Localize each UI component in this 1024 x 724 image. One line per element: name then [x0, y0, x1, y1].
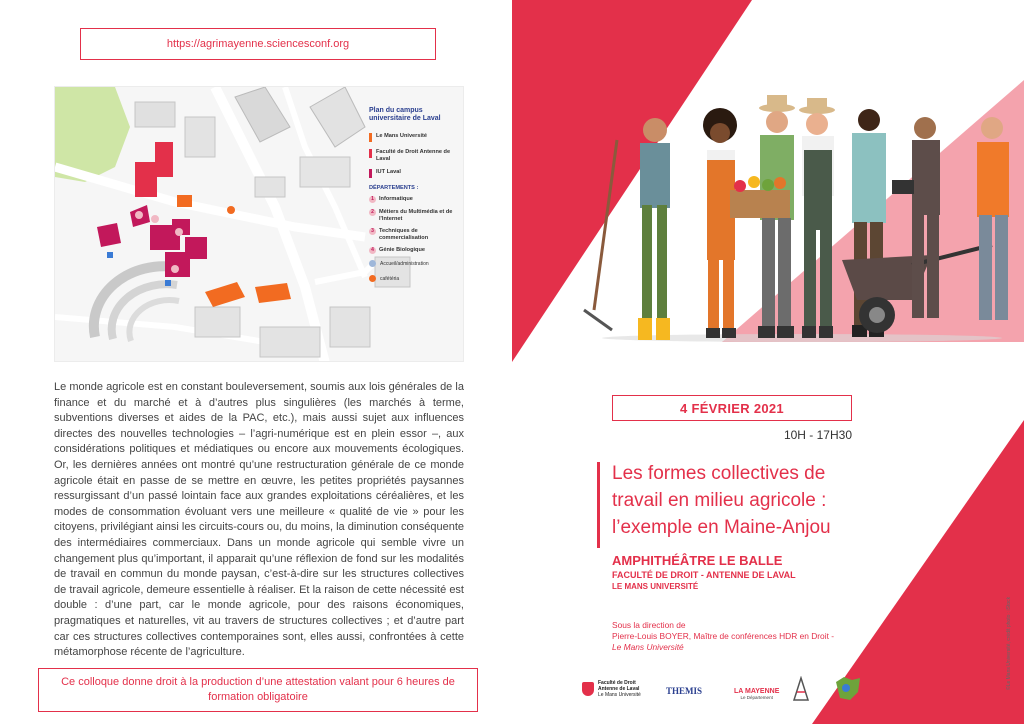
photo-credit: ©Le Mans Université, crédit photo : iStock: [1006, 596, 1012, 690]
legend-fac-droit: Faculté de Droit Antenne de Laval: [369, 149, 463, 162]
logo-themis: THEMIS: [666, 686, 703, 696]
partner-logos: [582, 672, 892, 706]
logo-emblem-icon: [792, 676, 810, 702]
map-title: Plan du campus universitaire de Laval: [369, 107, 441, 122]
legend-cafeteria: cafétéria: [369, 275, 463, 282]
dept-2: 2 Métiers du Multimédia et de l'Internet: [369, 209, 463, 222]
legend-iut: IUT Laval: [369, 169, 463, 178]
intro-text: Le monde agricole est en constant bouleversement, soumis aux lois générales de la finance et du marché et à d’autres plus singulières (les marchés à terme, subventions diverses et aides de la PAC, etc.), mais aussi sujet aux influences directes des nouvelles technologies – l’agri-numérique est en plein essor –, aux considérations politiques et médiatiques ou encore aux mouvements écologiques. Or, les dernières années ont montré qu’une restructuration générale de ce monde agricole était en passe de se mettre en œuvre, les petites propriétés paysannes ressurgissant d’un passé lointain face aux grandes exploitations céréalières, et les modes de consommation évoluant vers une meilleure « qualité de vie » pour les citoyens, privilégiant ainsi les circuits-cours ou, du moins, la diminution conséquente des intermédiaires commerciaux. Dans un monde agricole qui semble vivre un changement plus qu’important, il apparait qu’une réflexion de fond sur les modalités de travail en commun du monde paysan, c’est-à-dire sur les structures collectives de travail agricole, demeure essentielle à réaliser. Et la raison de cette nécessité est double : d’une part, car le monde agricole, pour des raisons économiques, pragmatiques et naturelles, vit au travers de structures collectives ; et d’autre part car ces structures collectives contemporaines sont, elles aussi, confrontées à cette métamorphose récente de l’agriculture.: [54, 381, 464, 659]
attestation-note: Ce colloque donne droit à la production d’une attestation valant pour 6 heures de formation obligatoire: [38, 668, 478, 712]
event-time: 10H - 17H30: [783, 428, 852, 442]
departments-title: DÉPARTEMENTS :: [369, 185, 419, 191]
dept-3: 3 Techniques de commercialisation: [369, 228, 463, 241]
legend-accueil: Accueil/administration: [369, 260, 463, 267]
direction-info: Sous la direction de Pierre-Louis BOYER, Maître de conférences HDR en Droit - Le Mans Université: [612, 620, 835, 652]
title-accent-bar: [597, 462, 600, 548]
cafeteria-icon: [369, 275, 376, 282]
event-title: Les formes collectives de travail en milieu agricole : l’exemple en Maine-Anjou: [612, 463, 831, 538]
event-date: 4 FÉVRIER 2021: [612, 395, 852, 421]
event-venue: AMPHITHÉÂTRE LE BALLE FACULTÉ DE DROIT - ANTENNE DE LAVAL LE MANS UNIVERSITÉ: [612, 553, 796, 591]
website-url[interactable]: https://agrimayenne.sciencesconf.org: [80, 28, 436, 60]
accueil-icon: [369, 260, 376, 267]
background-shapes: [512, 0, 1024, 724]
campus-map: [54, 86, 464, 362]
shield-icon: [582, 682, 594, 696]
legend-le-mans: Le Mans Université: [369, 133, 463, 142]
logo-map-icon: [832, 674, 864, 704]
dept-4: 4 Génie Biologique: [369, 247, 463, 254]
dept-1: 1 Informatique: [369, 196, 463, 203]
logo-faculte-droit: Faculté de Droit Antenne de Laval Le Mans Université: [582, 680, 641, 698]
logo-mayenne: LA MAYENNE Le Département: [734, 688, 780, 700]
map-legend: [369, 107, 463, 290]
fac-droit-building: [135, 162, 157, 197]
